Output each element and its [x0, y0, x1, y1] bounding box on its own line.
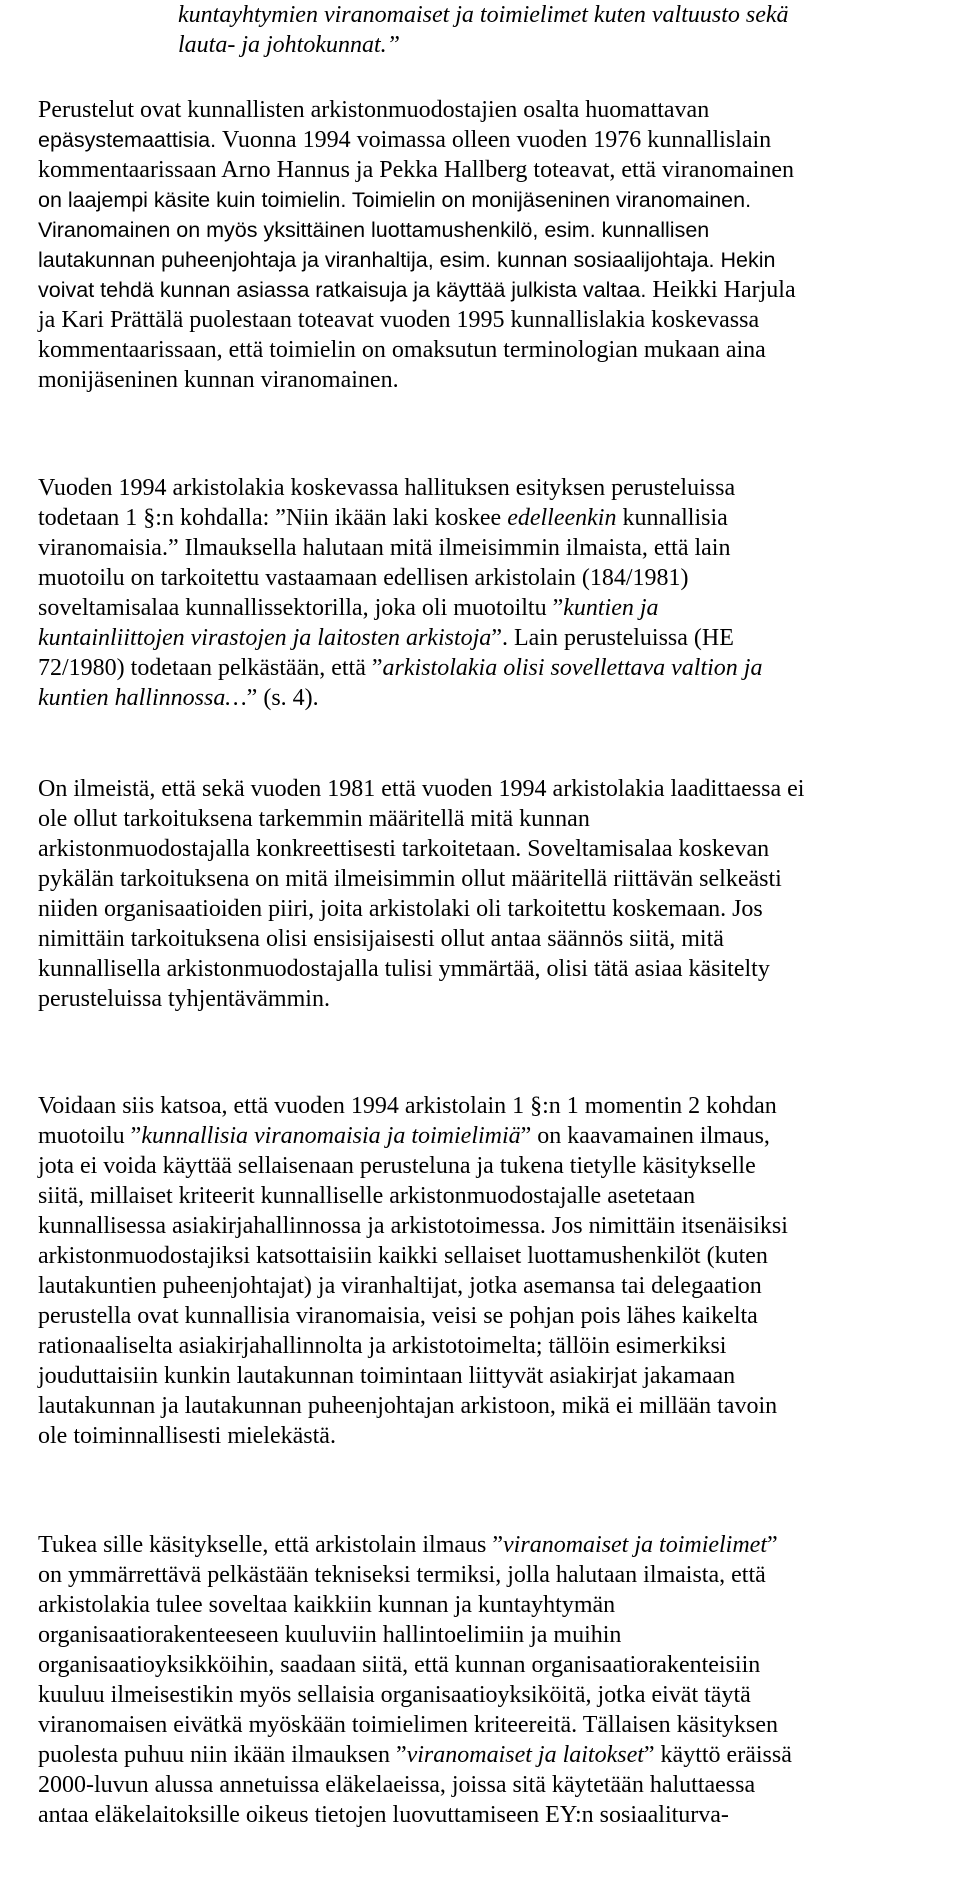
text-span: voivat tehdä kunnan asiassa ratkaisuja ja käyttää julkista valtaa.: [38, 278, 647, 302]
italic-span: arkistolakia olisi sovellettava valtion ja: [382, 655, 763, 681]
text-line: [38, 1740, 950, 1770]
text-line: [38, 1530, 950, 1560]
text-line: kommentaarissaan, että toimielin on omaksutun terminologian mukaan aina: [38, 337, 766, 363]
text-span: 72/1980) todetaan pelkästään, että ”: [38, 655, 383, 681]
text-line: on ymmärrettävä pelkästään tekniseksi termiksi, jolla halutaan ilmaista, että: [38, 1562, 766, 1588]
text-line: [38, 1121, 950, 1151]
text-line: [38, 275, 950, 305]
text-line: antaa eläkelaitoksille oikeus tietojen luovuttamiseen EY:n sosiaaliturva-: [38, 1802, 729, 1828]
text-line: [38, 593, 950, 623]
paragraph-5: [38, 1530, 950, 1830]
text-span: ” käyttö eräissä: [643, 1742, 792, 1768]
italic-span: kuntien hallinnossa…: [38, 685, 247, 711]
text-line: arkistolakia tulee soveltaa kaikkiin kunnan ja kuntayhtymän: [38, 1592, 616, 1618]
text-line: ole ollut tarkoituksena tarkemmin määritellä mitä kunnan: [38, 806, 590, 832]
text-line: siitä, millaiset kriteerit kunnalliselle arkistonmuodostajalle asetetaan: [38, 1183, 696, 1209]
text-line: viranomaisia.” Ilmauksella halutaan mitä ilmeisimmin ilmaista, että lain: [38, 535, 731, 561]
text-line: on laajempi käsite kuin toimielin. Toimielin on monijäseninen viranomainen.: [38, 188, 752, 212]
text-line: jota ei voida käyttää sellaisenaan perusteluna ja tukena tietylle käsitykselle: [38, 1153, 756, 1179]
text-line: jouduttaisiin kunkin lautakunnan toimintaan liittyvät asiakirjat jakamaan: [38, 1363, 736, 1389]
text-line: Viranomainen on myös yksittäinen luottamushenkilö, esim. kunnallisen: [38, 218, 710, 242]
text-line: niiden organisaatioiden piiri, joita arkistolaki oli tarkoitettu koskemaan. Jos: [38, 896, 763, 922]
text-line: arkistonmuodostajiksi katsottaisiin kaikki sellaiset luottamushenkilöt (kuten: [38, 1243, 768, 1269]
text-span: soveltamisalaa kunnallissektorilla, joka oli muotoiltu ”: [38, 595, 564, 621]
text-span: ”: [767, 1532, 778, 1558]
text-span: ” (s. 4).: [246, 685, 319, 711]
text-line: [38, 503, 950, 533]
text-span: Vuonna 1994 voimassa olleen vuoden 1976 kunnallislain: [222, 127, 772, 153]
text-line: Perustelut ovat kunnallisten arkistonmuodostajien osalta huomattavan: [38, 97, 710, 123]
text-line: ole toiminnallisesti mielekästä.: [38, 1423, 336, 1449]
text-line: pykälän tarkoituksena on mitä ilmeisimmin ollut määritellä riittävän selkeästi: [38, 866, 782, 892]
text-line: lautakunnan puheenjohtaja ja viranhaltija, esim. kunnan sosiaalijohtaja. Hekin: [38, 248, 776, 272]
intro-quote: [178, 0, 938, 60]
text-line: organisaatiorakenteeseen kuuluviin hallintoelimiin ja muihin: [38, 1622, 622, 1648]
text-line: muotoilu on tarkoitettu vastaamaan edellisen arkistolain (184/1981): [38, 565, 689, 591]
intro-quote-line: [178, 0, 938, 30]
text-span: kunnallisia: [616, 505, 728, 531]
text-span: puolesta puhuu niin ikään ilmauksen ”: [38, 1742, 407, 1768]
text-line: perustella ovat kunnallisia viranomaisia, veisi se pohjan pois lähes kaikelta: [38, 1303, 758, 1329]
text-line: 2000-luvun alussa annetuissa eläkelaeissa, joissa sitä käytetään haluttaessa: [38, 1772, 756, 1798]
text-line: viranomaisen eivätkä myöskään toimielimen kriteereitä. Tällaisen käsityksen: [38, 1712, 778, 1738]
text-span: ” on kaavamainen ilmaus,: [520, 1123, 770, 1149]
italic-span: kunnallisia viranomaisia ja toimielimiä: [141, 1123, 521, 1149]
text-line: lautakunnan ja lautakunnan puheenjohtajan arkistoon, mikä ei millään tavoin: [38, 1393, 778, 1419]
text-line: [38, 623, 950, 653]
text-line: On ilmeistä, että sekä vuoden 1981 että vuoden 1994 arkistolakia laadittaessa ei: [38, 776, 805, 802]
text-line: lautakuntien puheenjohtajat) ja viranhaltijat, jotka asemansa tai delegaation: [38, 1273, 762, 1299]
text-line: nimittäin tarkoituksena olisi ensisijaisesti ollut antaa säännös siitä, mitä: [38, 926, 724, 952]
text-line: organisaatioyksikköihin, saadaan siitä, että kunnan organisaatiorakenteisiin: [38, 1652, 761, 1678]
italic-span: viranomaiset ja laitokset: [406, 1742, 644, 1768]
text-line: monijäseninen kunnan viranomainen.: [38, 367, 399, 393]
intro-quote-text: lauta- ja johtokunnat.”: [178, 32, 400, 58]
text-line: [38, 125, 950, 155]
text-line: kunnallisessa asiakirjahallinnossa ja arkistotoimessa. Jos nimittäin itsenäisiksi: [38, 1213, 788, 1239]
text-line: [38, 653, 950, 683]
text-line: rationaaliselta asiakirjahallinnolta ja arkistotoimelta; tällöin esimerkiksi: [38, 1333, 727, 1359]
paragraph-2: [38, 473, 950, 713]
italic-span: edelleenkin: [507, 505, 617, 531]
text-line: kommentaarissaan Arno Hannus ja Pekka Hallberg toteavat, että viranomainen: [38, 157, 794, 183]
text-line: Vuoden 1994 arkistolakia koskevassa hallituksen esityksen perusteluissa: [38, 475, 736, 501]
text-span: ”. Lain perusteluissa (HE: [491, 625, 734, 651]
text-span: muotoilu ”: [38, 1123, 142, 1149]
italic-span: kuntien ja: [563, 595, 659, 621]
text-span: epäsystemaattisia.: [38, 128, 223, 152]
italic-span: viranomaiset ja toimielimet: [503, 1532, 767, 1558]
intro-quote-line: [178, 30, 938, 60]
paragraph-1: [38, 95, 950, 395]
text-line: arkistonmuodostajalla konkreettisesti tarkoitetaan. Soveltamisalaa koskevan: [38, 836, 770, 862]
text-line: kunnallisella arkistonmuodostajalla tulisi ymmärtää, olisi tätä asiaa käsitelty: [38, 956, 770, 982]
text-line: perusteluissa tyhjentävämmin.: [38, 986, 330, 1012]
paragraph-4: [38, 1091, 950, 1451]
text-span: todetaan 1 §:n kohdalla: ”Niin ikään laki koskee: [38, 505, 508, 531]
text-line: Voidaan siis katsoa, että vuoden 1994 arkistolain 1 §:n 1 momentin 2 kohdan: [38, 1093, 777, 1119]
italic-span: kuntainliittojen virastojen ja laitosten arkistoja: [38, 625, 492, 651]
text-line: [38, 683, 950, 713]
text-line: kuuluu ilmeisestikin myös sellaisia organisaatioyksiköitä, jotka eivät täytä: [38, 1682, 751, 1708]
intro-quote-text: kuntayhtymien viranomaiset ja toimielimet kuten valtuusto sekä: [178, 2, 789, 28]
text-span: Tukea sille käsitykselle, että arkistolain ilmaus ”: [38, 1532, 504, 1558]
text-span: Heikki Harjula: [652, 277, 796, 303]
text-line: ja Kari Prättälä puolestaan toteavat vuoden 1995 kunnallislakia koskevassa: [38, 307, 760, 333]
paragraph-3: [38, 774, 950, 1014]
